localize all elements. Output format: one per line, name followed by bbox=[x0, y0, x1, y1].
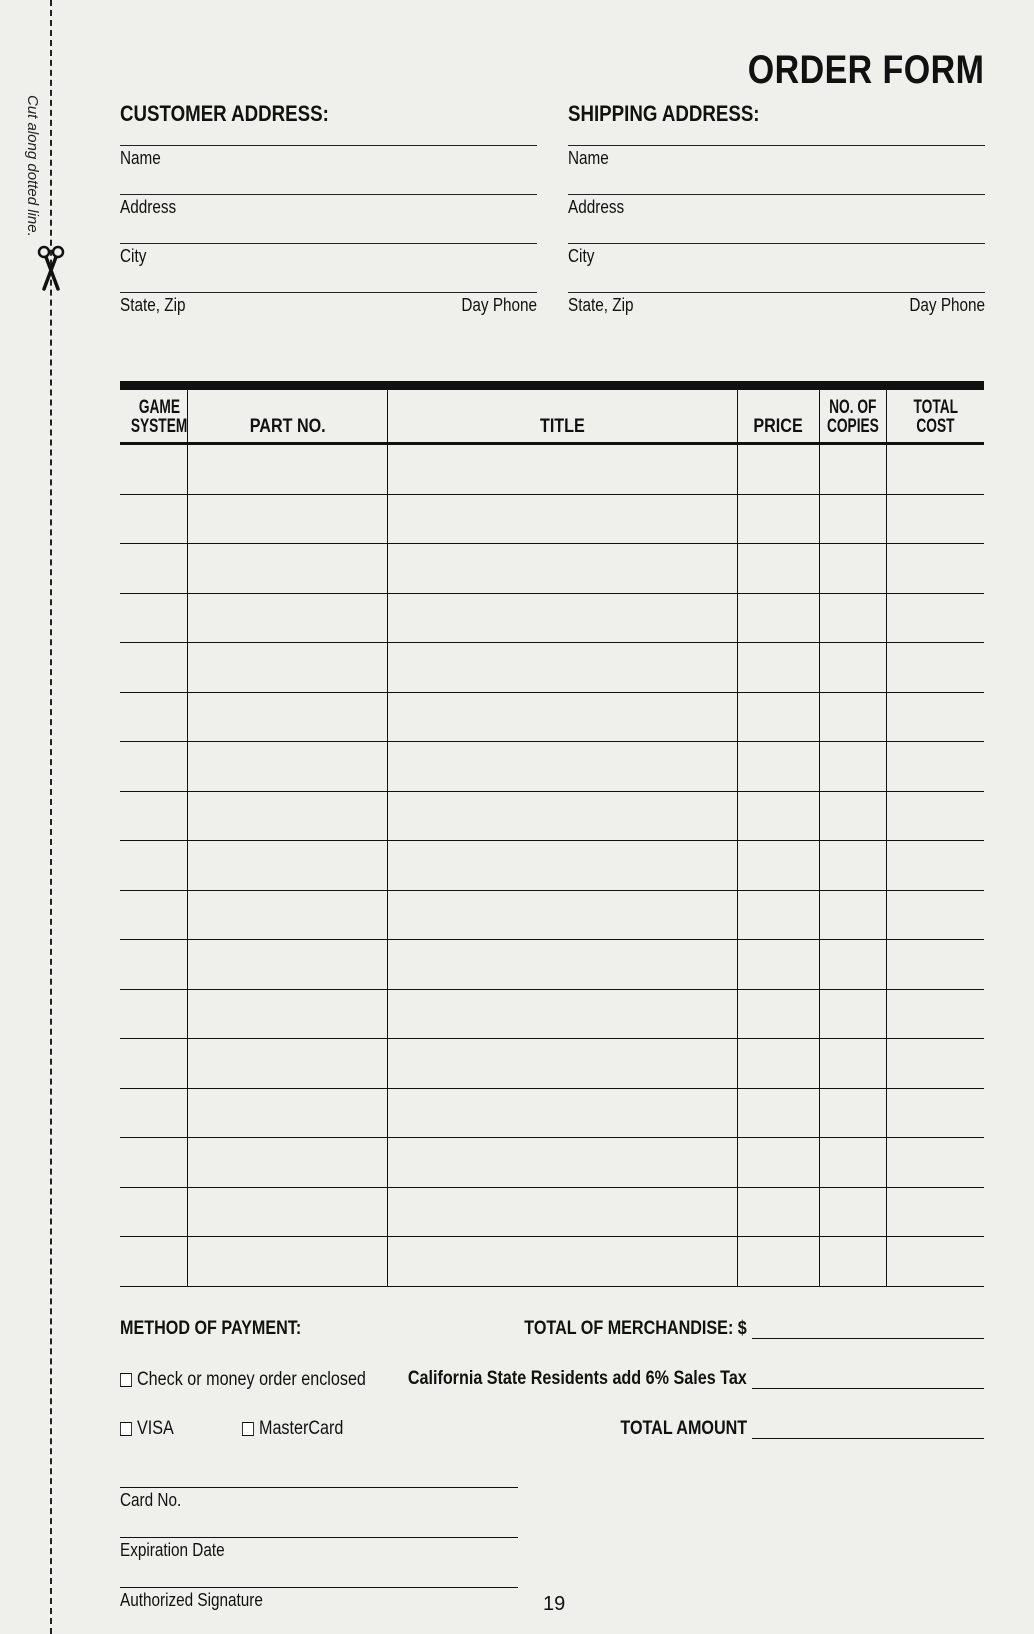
table-cell[interactable] bbox=[886, 594, 984, 643]
table-cell[interactable] bbox=[120, 693, 187, 742]
table-cell[interactable] bbox=[120, 495, 187, 544]
shipping-day-phone-label: Day Phone bbox=[909, 295, 985, 315]
card-number-field[interactable] bbox=[120, 1487, 518, 1528]
table-top-bar bbox=[120, 381, 984, 390]
visa-option[interactable] bbox=[120, 1418, 174, 1440]
table-cell[interactable] bbox=[819, 792, 886, 841]
table-row bbox=[120, 594, 984, 644]
table-cell[interactable] bbox=[737, 841, 819, 890]
card-number-label: Card No. bbox=[120, 1490, 182, 1510]
customer-address-label: Address bbox=[120, 197, 177, 217]
table-cell[interactable] bbox=[187, 742, 387, 791]
form-title: ORDER FORM bbox=[747, 48, 984, 92]
table-cell[interactable] bbox=[387, 693, 737, 742]
table-cell[interactable] bbox=[187, 1039, 387, 1088]
customer-city-field[interactable] bbox=[120, 243, 537, 292]
header-total-line2: COST bbox=[916, 416, 955, 437]
customer-city-label: City bbox=[120, 246, 147, 266]
table-cell[interactable] bbox=[387, 742, 737, 791]
table-cell[interactable] bbox=[387, 544, 737, 593]
customer-state-zip-field[interactable] bbox=[120, 292, 537, 341]
header-game-system-line1: GAME bbox=[138, 397, 180, 418]
table-cell[interactable] bbox=[120, 792, 187, 841]
table-cell[interactable] bbox=[886, 1237, 984, 1286]
table-cell[interactable] bbox=[819, 990, 886, 1039]
sales-tax-label: California State Residents add 6% Sales Tax bbox=[408, 1368, 747, 1389]
table-cell[interactable] bbox=[886, 1138, 984, 1187]
table-cell[interactable] bbox=[737, 445, 819, 494]
table-cell[interactable] bbox=[187, 594, 387, 643]
table-row bbox=[120, 643, 984, 693]
visa-label: VISA bbox=[137, 1418, 174, 1439]
check-label: Check or money order enclosed bbox=[137, 1369, 366, 1390]
table-cell[interactable] bbox=[886, 1039, 984, 1088]
table-row bbox=[120, 891, 984, 941]
customer-address-heading: CUSTOMER ADDRESS: bbox=[120, 101, 329, 126]
table-cell[interactable] bbox=[819, 693, 886, 742]
table-cell[interactable] bbox=[819, 1089, 886, 1138]
table-cell[interactable] bbox=[886, 1188, 984, 1237]
table-cell[interactable] bbox=[886, 990, 984, 1039]
table-cell[interactable] bbox=[886, 445, 984, 494]
table-cell[interactable] bbox=[120, 940, 187, 989]
table-cell[interactable] bbox=[737, 1237, 819, 1286]
table-row bbox=[120, 1237, 984, 1287]
table-row bbox=[120, 990, 984, 1040]
table-cell[interactable] bbox=[387, 990, 737, 1039]
shipping-address-label: Address bbox=[568, 197, 625, 217]
table-cell[interactable] bbox=[886, 792, 984, 841]
table-row bbox=[120, 445, 984, 495]
header-copies-line1: NO. OF bbox=[829, 397, 877, 418]
table-cell[interactable] bbox=[120, 841, 187, 890]
table-cell[interactable] bbox=[187, 1138, 387, 1187]
sales-tax-field[interactable] bbox=[752, 1388, 984, 1389]
table-cell[interactable] bbox=[819, 1039, 886, 1088]
header-game-system-line2: SYSTEM bbox=[130, 416, 188, 437]
shipping-state-zip-label: State, Zip bbox=[568, 295, 634, 315]
table-cell[interactable] bbox=[737, 594, 819, 643]
total-amount-field[interactable] bbox=[752, 1438, 984, 1439]
table-cell[interactable] bbox=[819, 1237, 886, 1286]
table-cell[interactable] bbox=[120, 643, 187, 692]
table-cell[interactable] bbox=[886, 841, 984, 890]
table-cell[interactable] bbox=[819, 891, 886, 940]
table-cell[interactable] bbox=[737, 643, 819, 692]
header-copies-line2: COPIES bbox=[827, 416, 879, 437]
table-cell[interactable] bbox=[737, 990, 819, 1039]
total-merchandise-label: TOTAL OF MERCHANDISE: $ bbox=[524, 1318, 747, 1339]
shipping-city-label: City bbox=[568, 246, 595, 266]
table-cell[interactable] bbox=[737, 1089, 819, 1138]
table-cell[interactable] bbox=[387, 1039, 737, 1088]
table-cell[interactable] bbox=[187, 891, 387, 940]
check-option[interactable] bbox=[120, 1369, 366, 1391]
table-cell[interactable] bbox=[187, 693, 387, 742]
table-cell[interactable] bbox=[387, 594, 737, 643]
table-cell[interactable] bbox=[120, 1089, 187, 1138]
scissors-icon bbox=[36, 245, 66, 295]
customer-name-label: Name bbox=[120, 148, 161, 168]
total-amount-label: TOTAL AMOUNT bbox=[620, 1418, 747, 1439]
table-cell[interactable] bbox=[886, 643, 984, 692]
header-price-label: PRICE bbox=[753, 416, 804, 437]
table-cell[interactable] bbox=[737, 544, 819, 593]
table-body bbox=[120, 445, 984, 1287]
table-cell[interactable] bbox=[737, 1039, 819, 1088]
payment-heading: METHOD OF PAYMENT: bbox=[120, 1318, 302, 1339]
table-cell[interactable] bbox=[187, 792, 387, 841]
mastercard-label: MasterCard bbox=[259, 1418, 344, 1439]
table-row bbox=[120, 1138, 984, 1188]
header-no-of-copies bbox=[819, 390, 886, 442]
table-cell[interactable] bbox=[737, 1138, 819, 1187]
table-cell[interactable] bbox=[737, 693, 819, 742]
table-cell[interactable] bbox=[387, 1138, 737, 1187]
table-row bbox=[120, 544, 984, 594]
table-row bbox=[120, 742, 984, 792]
table-cell[interactable] bbox=[886, 693, 984, 742]
table-cell[interactable] bbox=[120, 891, 187, 940]
table-row bbox=[120, 792, 984, 842]
table-cell[interactable] bbox=[387, 792, 737, 841]
table-cell[interactable] bbox=[737, 742, 819, 791]
table-cell[interactable] bbox=[187, 1237, 387, 1286]
table-cell[interactable] bbox=[120, 1039, 187, 1088]
table-cell[interactable] bbox=[737, 1188, 819, 1237]
customer-day-phone-label: Day Phone bbox=[461, 295, 537, 315]
table-cell[interactable] bbox=[819, 1138, 886, 1187]
shipping-city-field[interactable] bbox=[568, 243, 985, 292]
table-cell[interactable] bbox=[387, 495, 737, 544]
table-cell[interactable] bbox=[886, 495, 984, 544]
table-row bbox=[120, 1039, 984, 1089]
table-cell[interactable] bbox=[387, 940, 737, 989]
expiration-date-field[interactable] bbox=[120, 1537, 518, 1578]
table-cell[interactable] bbox=[120, 445, 187, 494]
header-game-system bbox=[120, 390, 187, 442]
header-part-no-label: PART NO. bbox=[249, 416, 326, 437]
page-number: 19 bbox=[543, 1593, 566, 1615]
table-cell[interactable] bbox=[187, 940, 387, 989]
header-part-no bbox=[187, 390, 387, 442]
table-row bbox=[120, 1188, 984, 1238]
table-cell[interactable] bbox=[886, 544, 984, 593]
table-cell[interactable] bbox=[737, 495, 819, 544]
table-cell[interactable] bbox=[187, 990, 387, 1039]
mastercard-checkbox[interactable] bbox=[242, 1422, 254, 1436]
expiration-date-label: Expiration Date bbox=[120, 1540, 225, 1560]
table-cell[interactable] bbox=[187, 445, 387, 494]
order-table bbox=[120, 381, 984, 1287]
table-row bbox=[120, 495, 984, 545]
table-cell[interactable] bbox=[886, 940, 984, 989]
header-total-cost bbox=[886, 390, 984, 442]
table-cell[interactable] bbox=[886, 891, 984, 940]
table-row bbox=[120, 1089, 984, 1139]
table-cell[interactable] bbox=[120, 990, 187, 1039]
table-cell[interactable] bbox=[387, 445, 737, 494]
table-cell[interactable] bbox=[819, 841, 886, 890]
table-row bbox=[120, 693, 984, 743]
table-cell[interactable] bbox=[120, 742, 187, 791]
header-title-label: TITLE bbox=[540, 416, 585, 437]
customer-name-field[interactable] bbox=[120, 145, 537, 194]
shipping-state-zip-field[interactable] bbox=[568, 292, 985, 341]
customer-address-field[interactable] bbox=[120, 194, 537, 243]
table-cell[interactable] bbox=[120, 1188, 187, 1237]
shipping-name-field[interactable] bbox=[568, 145, 985, 194]
customer-address-section bbox=[120, 101, 537, 341]
visa-checkbox[interactable] bbox=[120, 1422, 132, 1436]
shipping-address-heading: SHIPPING ADDRESS: bbox=[568, 101, 760, 126]
table-cell[interactable] bbox=[819, 594, 886, 643]
shipping-address-section bbox=[568, 101, 985, 341]
check-checkbox[interactable] bbox=[120, 1373, 132, 1387]
total-merchandise-field[interactable] bbox=[752, 1338, 984, 1339]
mastercard-option[interactable] bbox=[242, 1418, 343, 1440]
table-row bbox=[120, 841, 984, 891]
table-cell[interactable] bbox=[886, 742, 984, 791]
table-cell[interactable] bbox=[387, 891, 737, 940]
table-cell[interactable] bbox=[120, 544, 187, 593]
shipping-address-field[interactable] bbox=[568, 194, 985, 243]
table-cell[interactable] bbox=[387, 841, 737, 890]
table-row bbox=[120, 940, 984, 990]
table-cell[interactable] bbox=[737, 792, 819, 841]
table-cell[interactable] bbox=[187, 1089, 387, 1138]
table-cell[interactable] bbox=[886, 1089, 984, 1138]
table-cell[interactable] bbox=[819, 643, 886, 692]
cut-instruction: Cut along dotted line. bbox=[24, 95, 41, 237]
authorized-signature-field[interactable] bbox=[120, 1587, 518, 1628]
table-cell[interactable] bbox=[819, 742, 886, 791]
table-cell[interactable] bbox=[819, 940, 886, 989]
table-cell[interactable] bbox=[120, 1237, 187, 1286]
header-title bbox=[387, 390, 737, 442]
table-cell[interactable] bbox=[387, 1089, 737, 1138]
table-header bbox=[120, 390, 984, 445]
shipping-name-label: Name bbox=[568, 148, 609, 168]
authorized-signature-label: Authorized Signature bbox=[120, 1590, 263, 1610]
customer-state-zip-label: State, Zip bbox=[120, 295, 186, 315]
table-cell[interactable] bbox=[737, 891, 819, 940]
table-cell[interactable] bbox=[187, 544, 387, 593]
table-cell[interactable] bbox=[819, 1188, 886, 1237]
table-cell[interactable] bbox=[387, 643, 737, 692]
table-cell[interactable] bbox=[187, 841, 387, 890]
table-cell[interactable] bbox=[387, 1188, 737, 1237]
table-cell[interactable] bbox=[819, 445, 886, 494]
table-cell[interactable] bbox=[120, 1138, 187, 1187]
table-cell[interactable] bbox=[187, 643, 387, 692]
header-total-line1: TOTAL bbox=[913, 397, 958, 418]
table-cell[interactable] bbox=[737, 940, 819, 989]
header-price bbox=[737, 390, 819, 442]
table-cell[interactable] bbox=[387, 1237, 737, 1286]
table-cell[interactable] bbox=[187, 495, 387, 544]
table-cell[interactable] bbox=[819, 495, 886, 544]
table-cell[interactable] bbox=[120, 594, 187, 643]
table-cell[interactable] bbox=[819, 544, 886, 593]
table-cell[interactable] bbox=[187, 1188, 387, 1237]
